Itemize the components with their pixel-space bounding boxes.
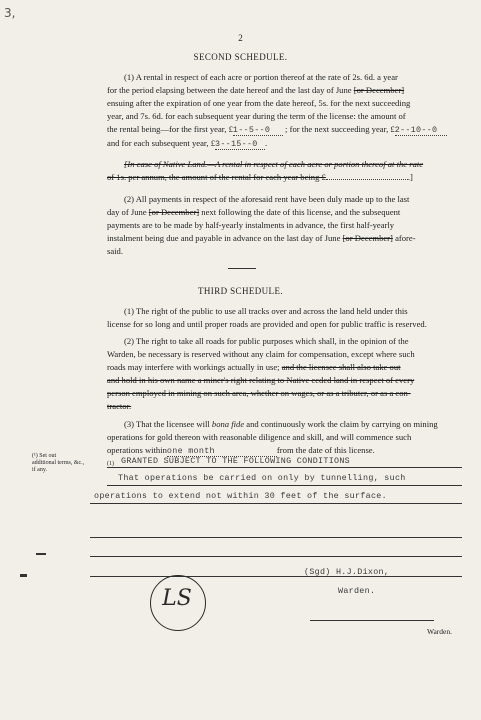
additional-terms-line2: That operations be carried on only by tunnelling, such xyxy=(118,473,406,483)
third-schedule-p2-line1: (2) The right to take all roads for public purposes which shall, in the opinion of the xyxy=(124,336,409,346)
terms-rule-4 xyxy=(90,537,462,538)
second-schedule-p2-line1: (2) All payments in respect of the aforesaid rent have been duly made up to the last xyxy=(124,194,410,204)
signature-typed-title: Warden. xyxy=(338,586,376,596)
margin-note-line1: (¹) Set out xyxy=(32,453,57,459)
second-schedule-p1-line5: the rental being—for the first year, £1--5--0 ; for the next succeeding year, £2--10--0 xyxy=(107,124,447,136)
second-schedule-p1-line2: for the period elapsing between the date hereof and the last day of June [or December] xyxy=(107,85,405,95)
additional-terms-line3: operations to extend not within 30 feet of the surface. xyxy=(94,491,387,501)
second-schedule-p2-line4: instalment being due and payable in advance on the last day of June [or December] afore- xyxy=(107,233,416,243)
third-schedule-p2-line3: roads may interfere with workings actually in use; and the licensee shall also take out xyxy=(107,362,401,372)
second-schedule-p1-line4: year, and 7s. 6d. for each subsequent year during the term of the license: the amount of xyxy=(107,111,406,121)
terms-rule-3 xyxy=(90,503,462,504)
page-number: 2 xyxy=(238,33,243,43)
third-schedule-p2-line4: and hold in his own name a miner's right relating to Native ceded land in respect of every xyxy=(107,375,415,385)
third-schedule-p2-line5: person employed in mining on such area, whether on wages, or as a tributer, or as a con- xyxy=(107,388,411,398)
second-schedule-p1-line3: ensuing after the expiration of one year from the date hereof, 5s. for the next succeeding xyxy=(107,98,411,108)
terms-rule-1 xyxy=(107,467,462,468)
stray-mark-2 xyxy=(20,574,27,577)
second-schedule-p1-line6: and for each subsequent year, £3--15--0 . xyxy=(107,138,268,149)
third-schedule-p3-line2: operations for gold thereon with reasonable diligence and skill, and will commence such xyxy=(107,432,412,442)
additional-terms-marker: (1) xyxy=(107,461,114,467)
second-schedule-p2-line3: payments are to be made by half-yearly instalments in advance, the first half-yearly xyxy=(107,220,395,230)
warden-signature-rule xyxy=(310,620,434,621)
warden-printed-title: Warden. xyxy=(427,627,453,636)
third-schedule-p3-line1: (3) That the licensee will bona fide and continuously work the claim by carrying on mining xyxy=(124,419,438,429)
margin-note-line2: additional terms, &c., xyxy=(32,460,85,466)
struck-native-land-line2: of 1s. per annum, the amount of the rental for each year being £ .] xyxy=(107,172,413,182)
terms-rule-5 xyxy=(90,556,462,557)
handwritten-corner-mark: 3, xyxy=(4,6,16,20)
third-schedule-p1-line2: license for so long and until proper roads are provided and open for public traffic is reserved. xyxy=(107,319,427,329)
second-schedule-heading: SECOND SCHEDULE. xyxy=(193,52,288,62)
third-schedule-p2-line6: tractor. xyxy=(107,401,132,411)
third-schedule-p1-line1: (1) The right of the public to use all tracks over and across the land held under this xyxy=(124,306,408,316)
third-schedule-p3-line3: operations withinone month from the date of this license. xyxy=(107,445,375,456)
signature-typed-name: (Sgd) H.J.Dixon, xyxy=(304,567,390,577)
second-schedule-p2-line2: day of June [or December] next following the date of this license, and the subsequent xyxy=(107,207,401,217)
struck-native-land-line1: [In case of Native Land.—A rental in respect of each acre or portion thereof at the rate xyxy=(124,159,424,169)
third-schedule-heading: THIRD SCHEDULE. xyxy=(198,286,283,296)
terms-rule-6 xyxy=(90,576,462,577)
margin-note-line3: if any. xyxy=(32,467,47,473)
terms-rule-2 xyxy=(107,485,462,486)
third-schedule-p2-line2: Warden, be necessary is reserved without any claim for compensation, except where such xyxy=(107,349,415,359)
schedule-divider xyxy=(228,268,256,269)
seal-initials: LS xyxy=(162,586,192,611)
additional-terms-line1: GRANTED SUBJECT TO THE FOLLOWING CONDITIONS xyxy=(121,456,351,466)
second-schedule-p2-line5: said. xyxy=(107,246,123,256)
second-schedule-p1-line1: (1) A rental in respect of each acre or portion thereof at the rate of 2s. 6d. a year xyxy=(124,72,398,82)
stray-mark-1 xyxy=(36,553,46,555)
